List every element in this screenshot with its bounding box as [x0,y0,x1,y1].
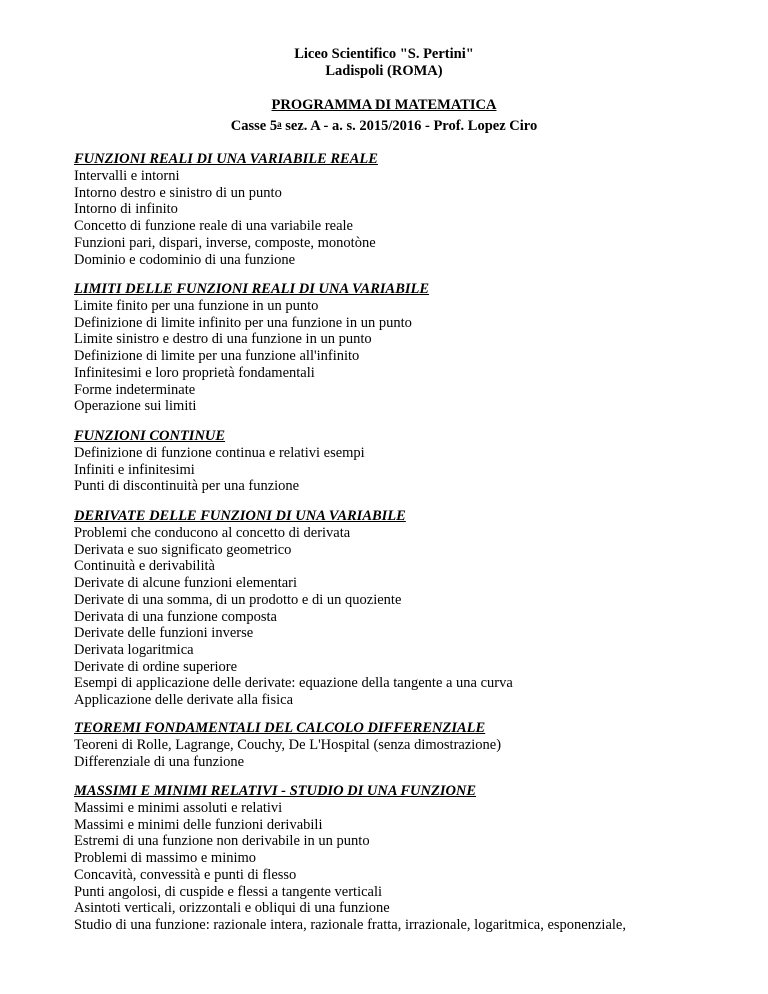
list-item: Forme indeterminate [74,381,196,398]
section-title: TEOREMI FONDAMENTALI DEL CALCOLO DIFFERENZIALE [74,720,486,736]
class-suffix: sez. A - a. s. 2015/2016 - Prof. Lopez Ciro [281,118,538,134]
list-item: Estremi di una funzione non derivabile in un punto [74,833,370,850]
section-title: MASSIMI E MINIMI RELATIVI - STUDIO DI UNA FUNZIONE [74,783,477,799]
list-item: Massimi e minimi assoluti e relativi [74,800,283,816]
list-item: Massimi e minimi delle funzioni derivabili [74,816,323,833]
class-prefix: Casse 5 [230,118,278,134]
list-item: Limite finito per una funzione in un punto [74,298,319,314]
list-item: Teoreni di Rolle, Lagrange, Couchy, De L'Hospital (senza dimostrazione) [74,737,502,753]
topic-list [74,737,754,770]
list-item: Applicazione delle derivate alla fisica [74,692,294,709]
topic-list [74,800,754,934]
list-item: Concavità, convessità e punti di flesso [74,866,297,883]
list-item: Infiniti e infinitesimi [74,461,195,478]
section-derivate [74,508,754,709]
class-superscript: a [277,119,282,129]
program-title: PROGRAMMA DI MATEMATICA [271,97,497,113]
topic-list [74,445,754,495]
list-item: Definizione di limite per una funzione all'infinito [74,348,360,365]
list-item: Problemi che conducono al concetto di derivata [74,525,351,541]
list-item: Funzioni pari, dispari, inverse, composte, monotòne [74,234,376,251]
section-title: FUNZIONI CONTINUE [74,428,226,444]
school-city: Ladispoli (ROMA) [325,63,443,79]
list-item: Derivate di una somma, di un prodotto e di un quoziente [74,591,402,608]
list-item: Differenziale di una funzione [74,753,245,770]
list-item: Intorno destro e sinistro di un punto [74,184,282,201]
list-item: Operazione sui limiti [74,398,197,415]
list-item: Continuità e derivabilità [74,558,215,575]
school-name: Liceo Scientifico "S. Pertini" [294,46,474,62]
list-item: Asintoti verticali, orizzontali e obliqui di una funzione [74,900,390,917]
section-title: DERIVATE DELLE FUNZIONI DI UNA VARIABILE [74,508,406,524]
list-item: Derivate di alcune funzioni elementari [74,575,298,592]
list-item: Derivate di ordine superiore [74,658,238,675]
list-item: Problemi di massimo e minimo [74,850,257,867]
list-item: Punti di discontinuità per una funzione [74,478,300,495]
section-funzioni-continue [74,428,754,495]
list-item: Derivata e suo significato geometrico [74,541,292,558]
section-title: FUNZIONI REALI DI UNA VARIABILE REALE [74,151,378,167]
class-info [0,118,768,135]
list-item: Studio di una funzione: razionale intera, razionale fratta, irrazionale, logaritmica, esponenziale, [74,916,626,933]
topic-list [74,298,754,415]
list-item: Derivate delle funzioni inverse [74,625,254,642]
list-item: Dominio e codominio di una funzione [74,251,296,268]
list-item: Derivata di una funzione composta [74,608,277,625]
list-item: Limite sinistro e destro di una funzione in un punto [74,331,372,348]
list-item: Intervalli e intorni [74,168,180,184]
section-title: LIMITI DELLE FUNZIONI REALI DI UNA VARIABILE [74,281,430,297]
section-funzioni-reali [74,151,754,268]
topic-list [74,168,754,268]
list-item: Infinitesimi e loro proprietà fondamentali [74,364,315,381]
list-item: Derivata logaritmica [74,641,194,658]
list-item: Concetto di funzione reale di una variabile reale [74,218,353,235]
section-massimi-minimi [74,783,754,934]
list-item: Definizione di limite infinito per una funzione in un punto [74,314,412,331]
section-limiti [74,281,754,415]
list-item: Esempi di applicazione delle derivate: equazione della tangente a una curva [74,675,513,692]
section-teoremi [74,720,754,770]
list-item: Definizione di funzione continua e relativi esempi [74,445,365,461]
list-item: Intorno di infinito [74,201,178,218]
topic-list [74,525,754,709]
list-item: Punti angolosi, di cuspide e flessi a tangente verticali [74,883,383,900]
